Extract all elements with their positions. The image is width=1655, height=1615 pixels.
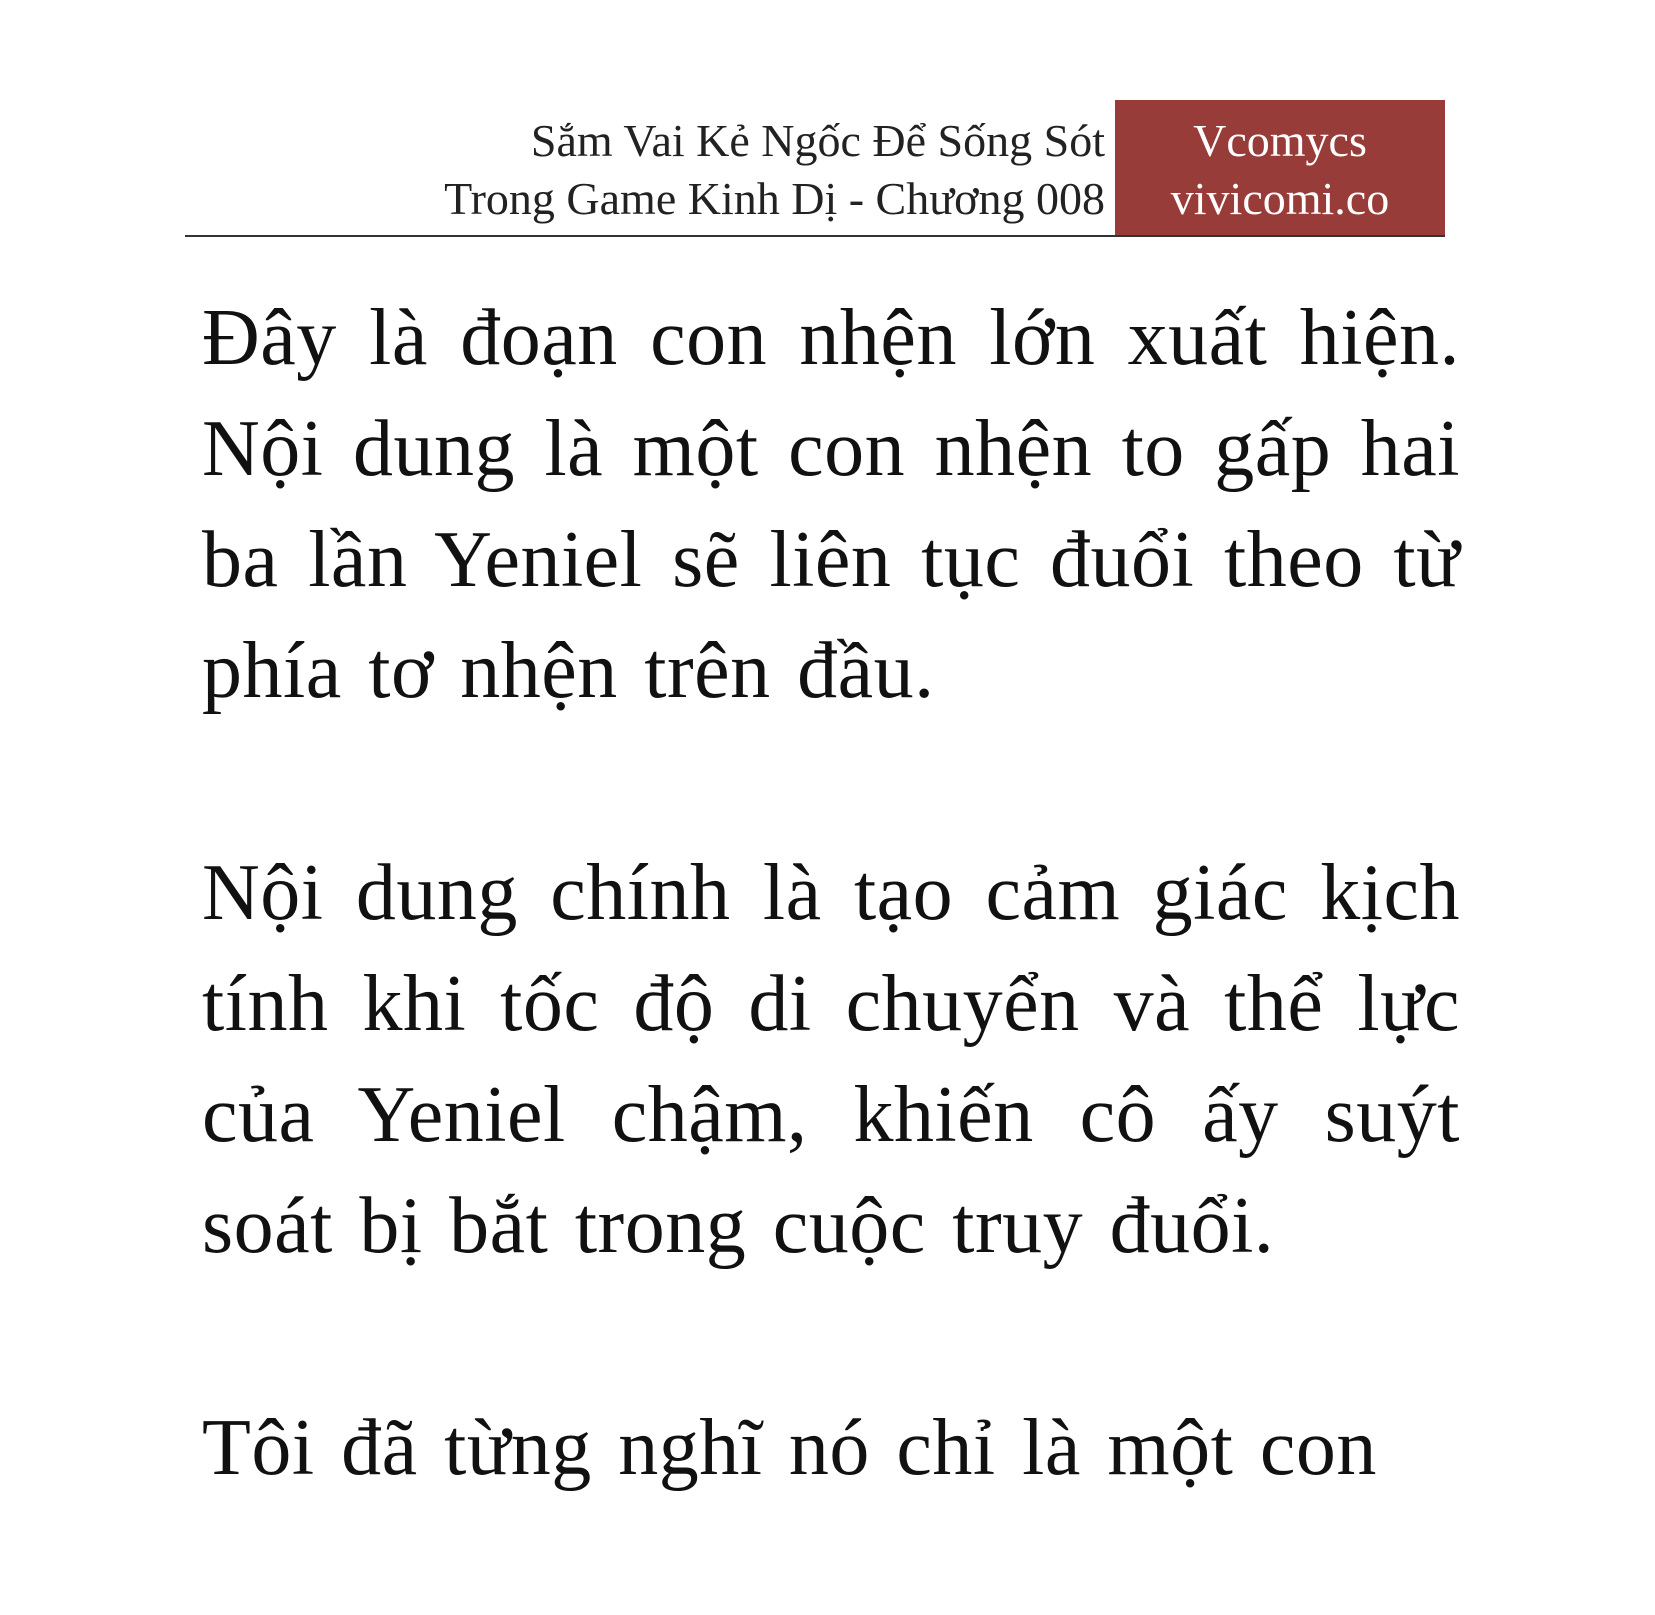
brand-site: vivicomi.co [1170, 173, 1390, 224]
chapter-title [444, 112, 1105, 228]
story-paragraph-1: Đây là đoạn con nhện lớn xuất hiện. Nội dung là một con nhện to gấp hai ba lần Yeniel sẽ liên tục đuổi theo từ phía tơ nhện trên đầu. [202, 294, 1460, 715]
story-paragraph-2: Nội dung chính là tạo cảm giác kịch tính khi tốc độ di chuyển và thể lực của Yeniel chậm, khiến cô ấy suýt soát bị bắt trong cuộc truy đuổi. [202, 849, 1460, 1270]
chapter-title-line-1: Sắm Vai Kẻ Ngốc Để Sống Sót [530, 115, 1105, 166]
brand-watermark [1115, 100, 1445, 237]
chapter-title-line-2: Trong Game Kinh Dị - Chương 008 [444, 173, 1105, 224]
story-paragraph-3: Tôi đã từng nghĩ nó chỉ là một con [202, 1404, 1377, 1492]
brand-name: Vcomycs [1193, 115, 1367, 166]
page-header [185, 100, 1445, 237]
header-divider [185, 235, 1445, 237]
story-text [202, 283, 1460, 1615]
